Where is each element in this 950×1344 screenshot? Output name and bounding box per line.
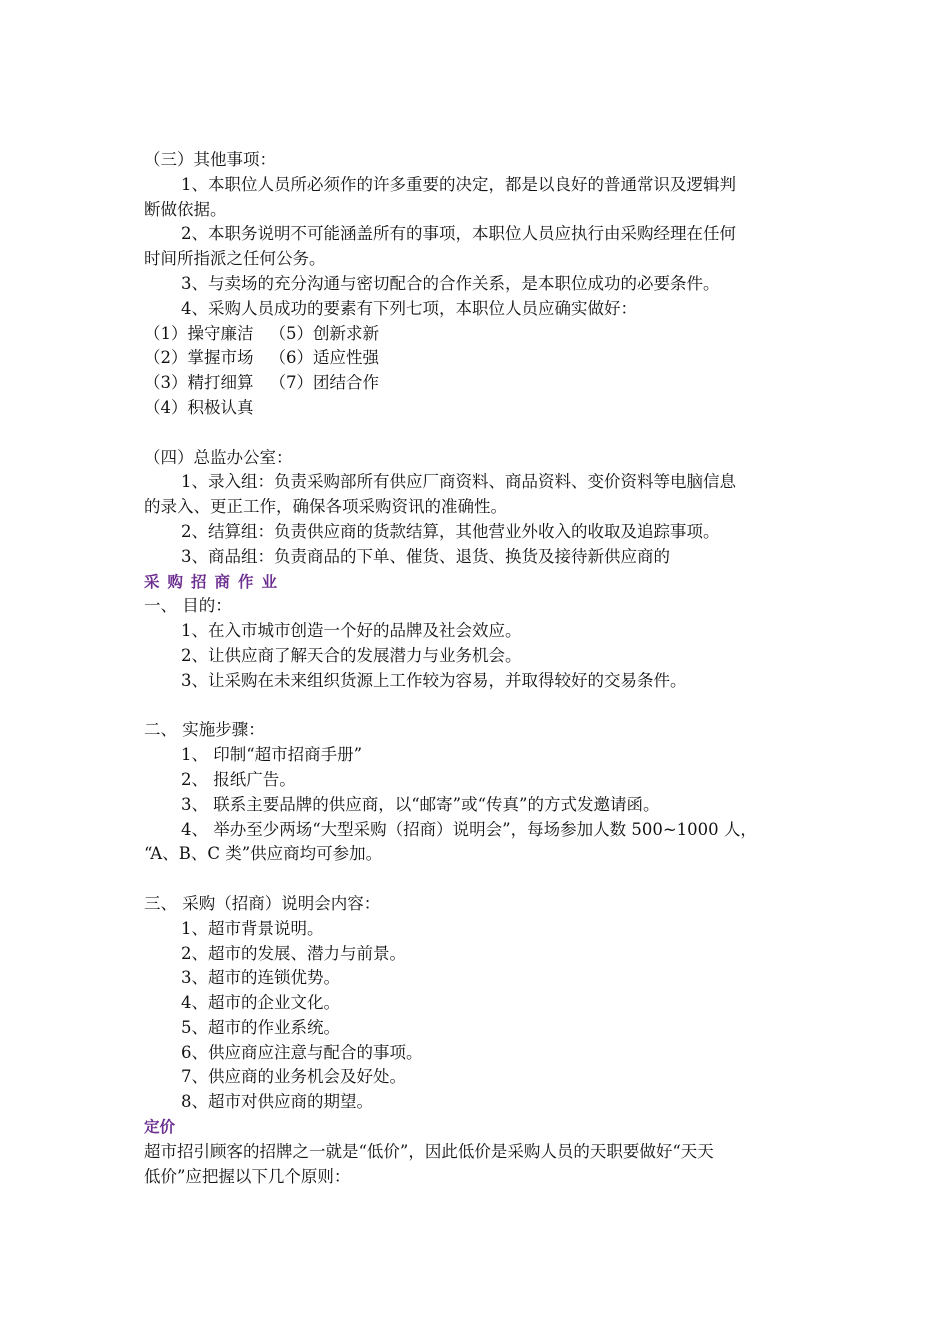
section-4-title: （四）总监办公室： (144, 447, 293, 467)
paragraph: 1、本职位人员所必须作的许多重要的决定，都是以良好的普通常识及逻辑判 (181, 174, 736, 194)
paragraph: 2、结算组：负责供应商的货款结算，其他营业外收入的收取及追踪事项。 (181, 521, 720, 541)
list-item: 3、超市的连锁优势。 (181, 968, 340, 988)
paragraph-cont: 断做依据。 (144, 199, 227, 219)
spacer (144, 694, 812, 719)
list-item: 7、供应商的业务机会及好处。 (181, 1067, 406, 1087)
list-item: 1、超市背景说明。 (181, 918, 324, 938)
list-item: 4、 举办至少两场“大型采购（招商）说明会”，每场参加人数 500~1000 人， (181, 819, 757, 839)
list-item: （4）积极认真 (144, 397, 254, 417)
document-body (144, 148, 812, 1189)
spacer (144, 867, 812, 892)
list-item: （3）精打细算 （7）团结合作 (144, 373, 379, 393)
list-item: 6、供应商应注意与配合的事项。 (181, 1042, 423, 1062)
contents-title: 三、 采购（招商）说明会内容： (144, 893, 381, 913)
paragraph: 3、与卖场的充分沟通与密切配合的合作关系，是本职位成功的必要条件。 (181, 273, 720, 293)
paragraph: 1、录入组：负责采购部所有供应厂商资料、商品资料、变价资料等电脑信息 (181, 472, 736, 492)
paragraph: 超市招引顾客的招牌之一就是“低价”，因此低价是采购人员的天职要做好“天天 (144, 1141, 714, 1161)
paragraph-cont: 低价”应把握以下几个原则： (144, 1166, 351, 1186)
paragraph: 3、商品组：负责商品的下单、催货、退货、换货及接待新供应商的 (181, 546, 670, 566)
goal-title: 一、 目的： (144, 596, 232, 616)
list-item: 3、让采购在未来组织货源上工作较为容易，并取得较好的交易条件。 (181, 670, 687, 690)
paragraph: 2、本职务说明不可能涵盖所有的事项，本职位人员应执行由采购经理在任何 (181, 224, 736, 244)
list-item: 2、让供应商了解天合的发展潜力与业务机会。 (181, 645, 522, 665)
list-item: 2、 报纸广告。 (181, 769, 296, 789)
steps-title: 二、 实施步骤： (144, 720, 265, 740)
paragraph-cont: 的录入、更正工作，确保各项采购资讯的准确性。 (144, 497, 507, 517)
list-item: 2、超市的发展、潜力与前景。 (181, 943, 406, 963)
list-item: 1、在入市城市创造一个好的品牌及社会效应。 (181, 621, 522, 641)
list-item: 3、 联系主要品牌的供应商，以“邮寄”或“传真”的方式发邀请函。 (181, 794, 660, 814)
list-item: （1）操守廉洁 （5）创新求新 (144, 323, 379, 343)
section-3-title: （三）其他事项： (144, 150, 276, 169)
spacer (144, 421, 812, 446)
heading-pricing: 定价 (144, 1118, 176, 1137)
paragraph-cont: “A、B、C 类”供应商均可参加。 (144, 844, 383, 864)
paragraph-cont: 时间所指派之任何公务。 (144, 249, 326, 269)
paragraph: 4、采购人员成功的要素有下列七项，本职位人员应确实做好： (181, 298, 637, 318)
list-item: 8、超市对供应商的期望。 (181, 1092, 373, 1112)
list-item: （2）掌握市场 （6）适应性强 (144, 348, 379, 368)
heading-zhaoshang: 采购招商作业 (144, 572, 286, 591)
list-item: 5、超市的作业系统。 (181, 1017, 340, 1037)
list-item: 1、 印制“超市招商手册” (181, 745, 363, 765)
list-item: 4、超市的企业文化。 (181, 993, 340, 1013)
